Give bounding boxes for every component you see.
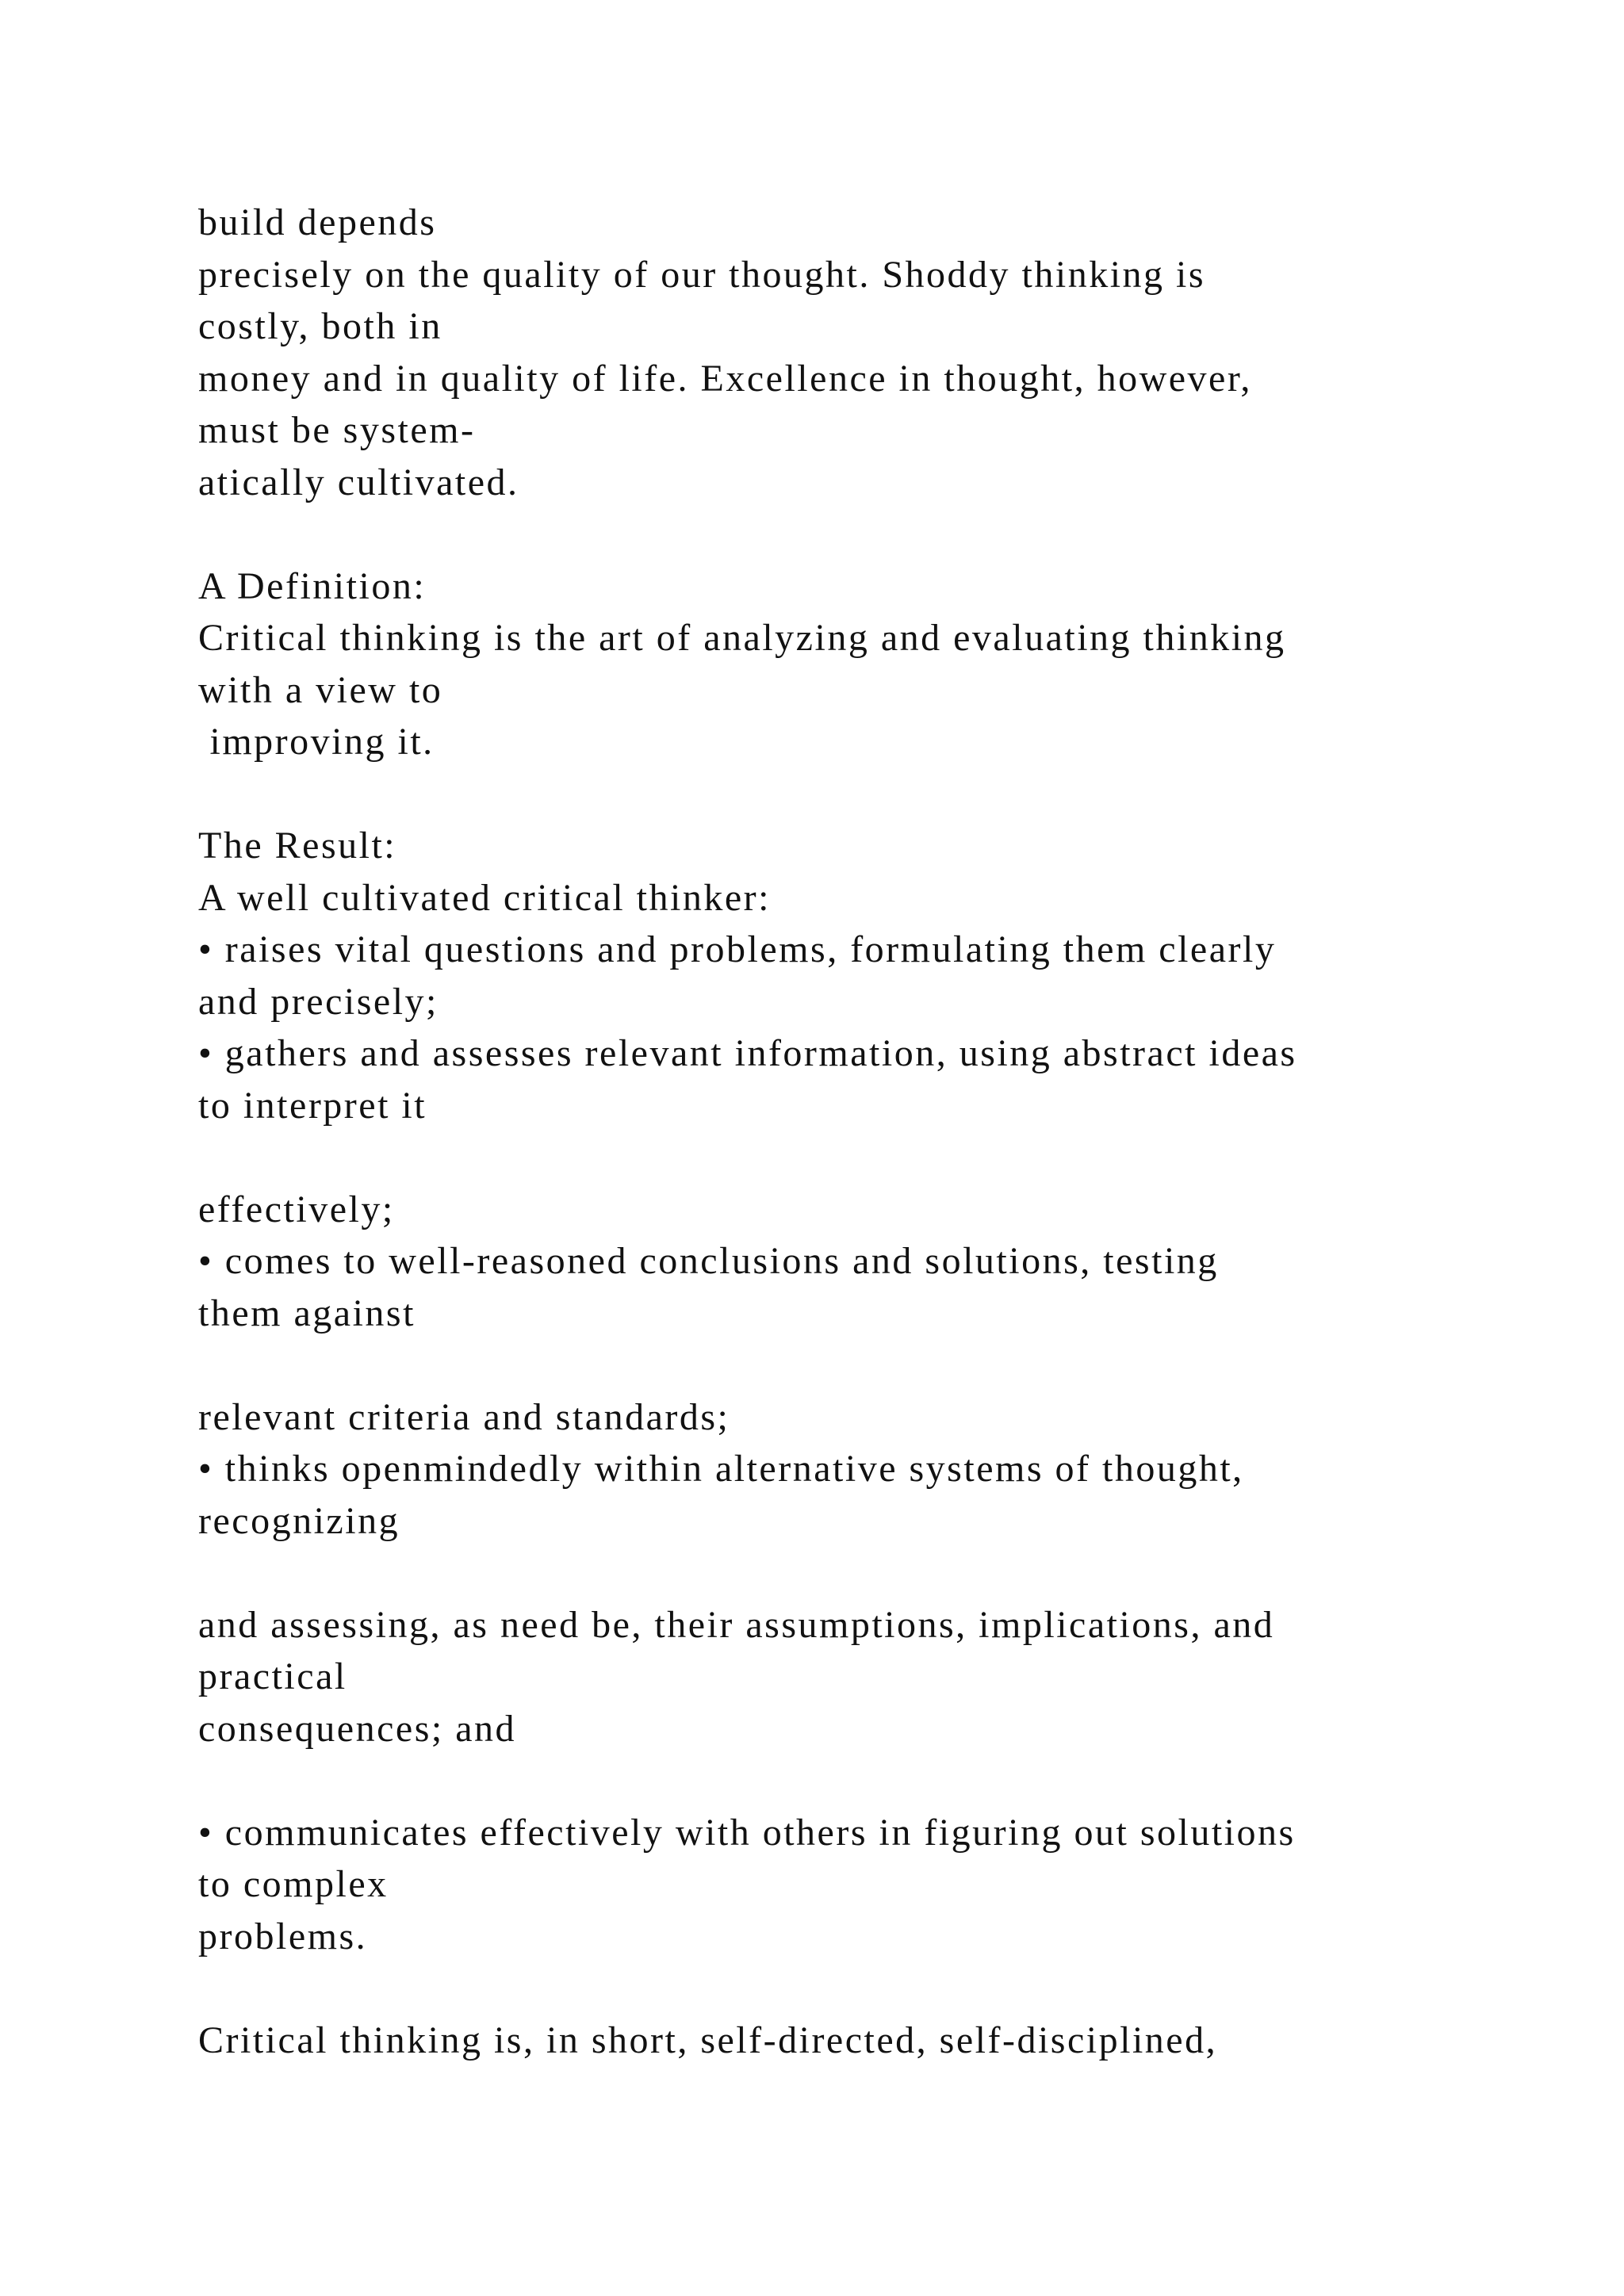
text-line: and assessing, as need be, their assumptions, implications, and (198, 1603, 1275, 1646)
text-line: build depends (198, 201, 437, 243)
text-line: them against (198, 1292, 416, 1334)
bullet-item: • communicates effectively with others in figuring out solutions (198, 1811, 1296, 1854)
text-line: money and in quality of life. Excellence in thought, however, (198, 357, 1252, 400)
text-line: problems. (198, 1915, 368, 1957)
bullet-item: • comes to well-reasoned conclusions and solutions, testing (198, 1240, 1219, 1282)
text-line: A well cultivated critical thinker: (198, 876, 771, 919)
document-body (198, 197, 1546, 2066)
text-line: Critical thinking is the art of analyzing and evaluating thinking (198, 617, 1286, 659)
text-line: relevant criteria and standards; (198, 1395, 730, 1438)
text-line: practical (198, 1655, 347, 1697)
blank-line (198, 508, 1546, 561)
text-line: must be system- (198, 409, 476, 451)
text-line: with a view to (198, 668, 443, 711)
blank-line (198, 1962, 1546, 2015)
text-line: recognizing (198, 1499, 400, 1542)
bullet-item: • gathers and assesses relevant information, using abstract ideas (198, 1032, 1297, 1074)
blank-line (198, 768, 1546, 821)
text-line: Critical thinking is, in short, self-directed, self-disciplined, (198, 2019, 1218, 2061)
blank-line (198, 1755, 1546, 1807)
text-line: to interpret it (198, 1084, 427, 1127)
text-line: atically cultivated. (198, 461, 519, 503)
blank-line (198, 1547, 1546, 1599)
text-line: consequences; and (198, 1707, 517, 1750)
text-line: to complex (198, 1863, 389, 1905)
blank-line (198, 1131, 1546, 1184)
blank-line (198, 1339, 1546, 1391)
result-heading: The Result: (198, 825, 397, 867)
bullet-item: • raises vital questions and problems, formulating them clearly (198, 928, 1277, 970)
text-line: precisely on the quality of our thought. Shoddy thinking is (198, 253, 1206, 296)
text-line: and precisely; (198, 980, 439, 1023)
text-line: effectively; (198, 1188, 395, 1230)
definition-heading: A Definition: (198, 564, 427, 607)
text-line: costly, both in (198, 305, 442, 347)
text-line: improving it. (198, 721, 435, 763)
bullet-item: • thinks openmindedly within alternative systems of thought, (198, 1448, 1244, 1490)
